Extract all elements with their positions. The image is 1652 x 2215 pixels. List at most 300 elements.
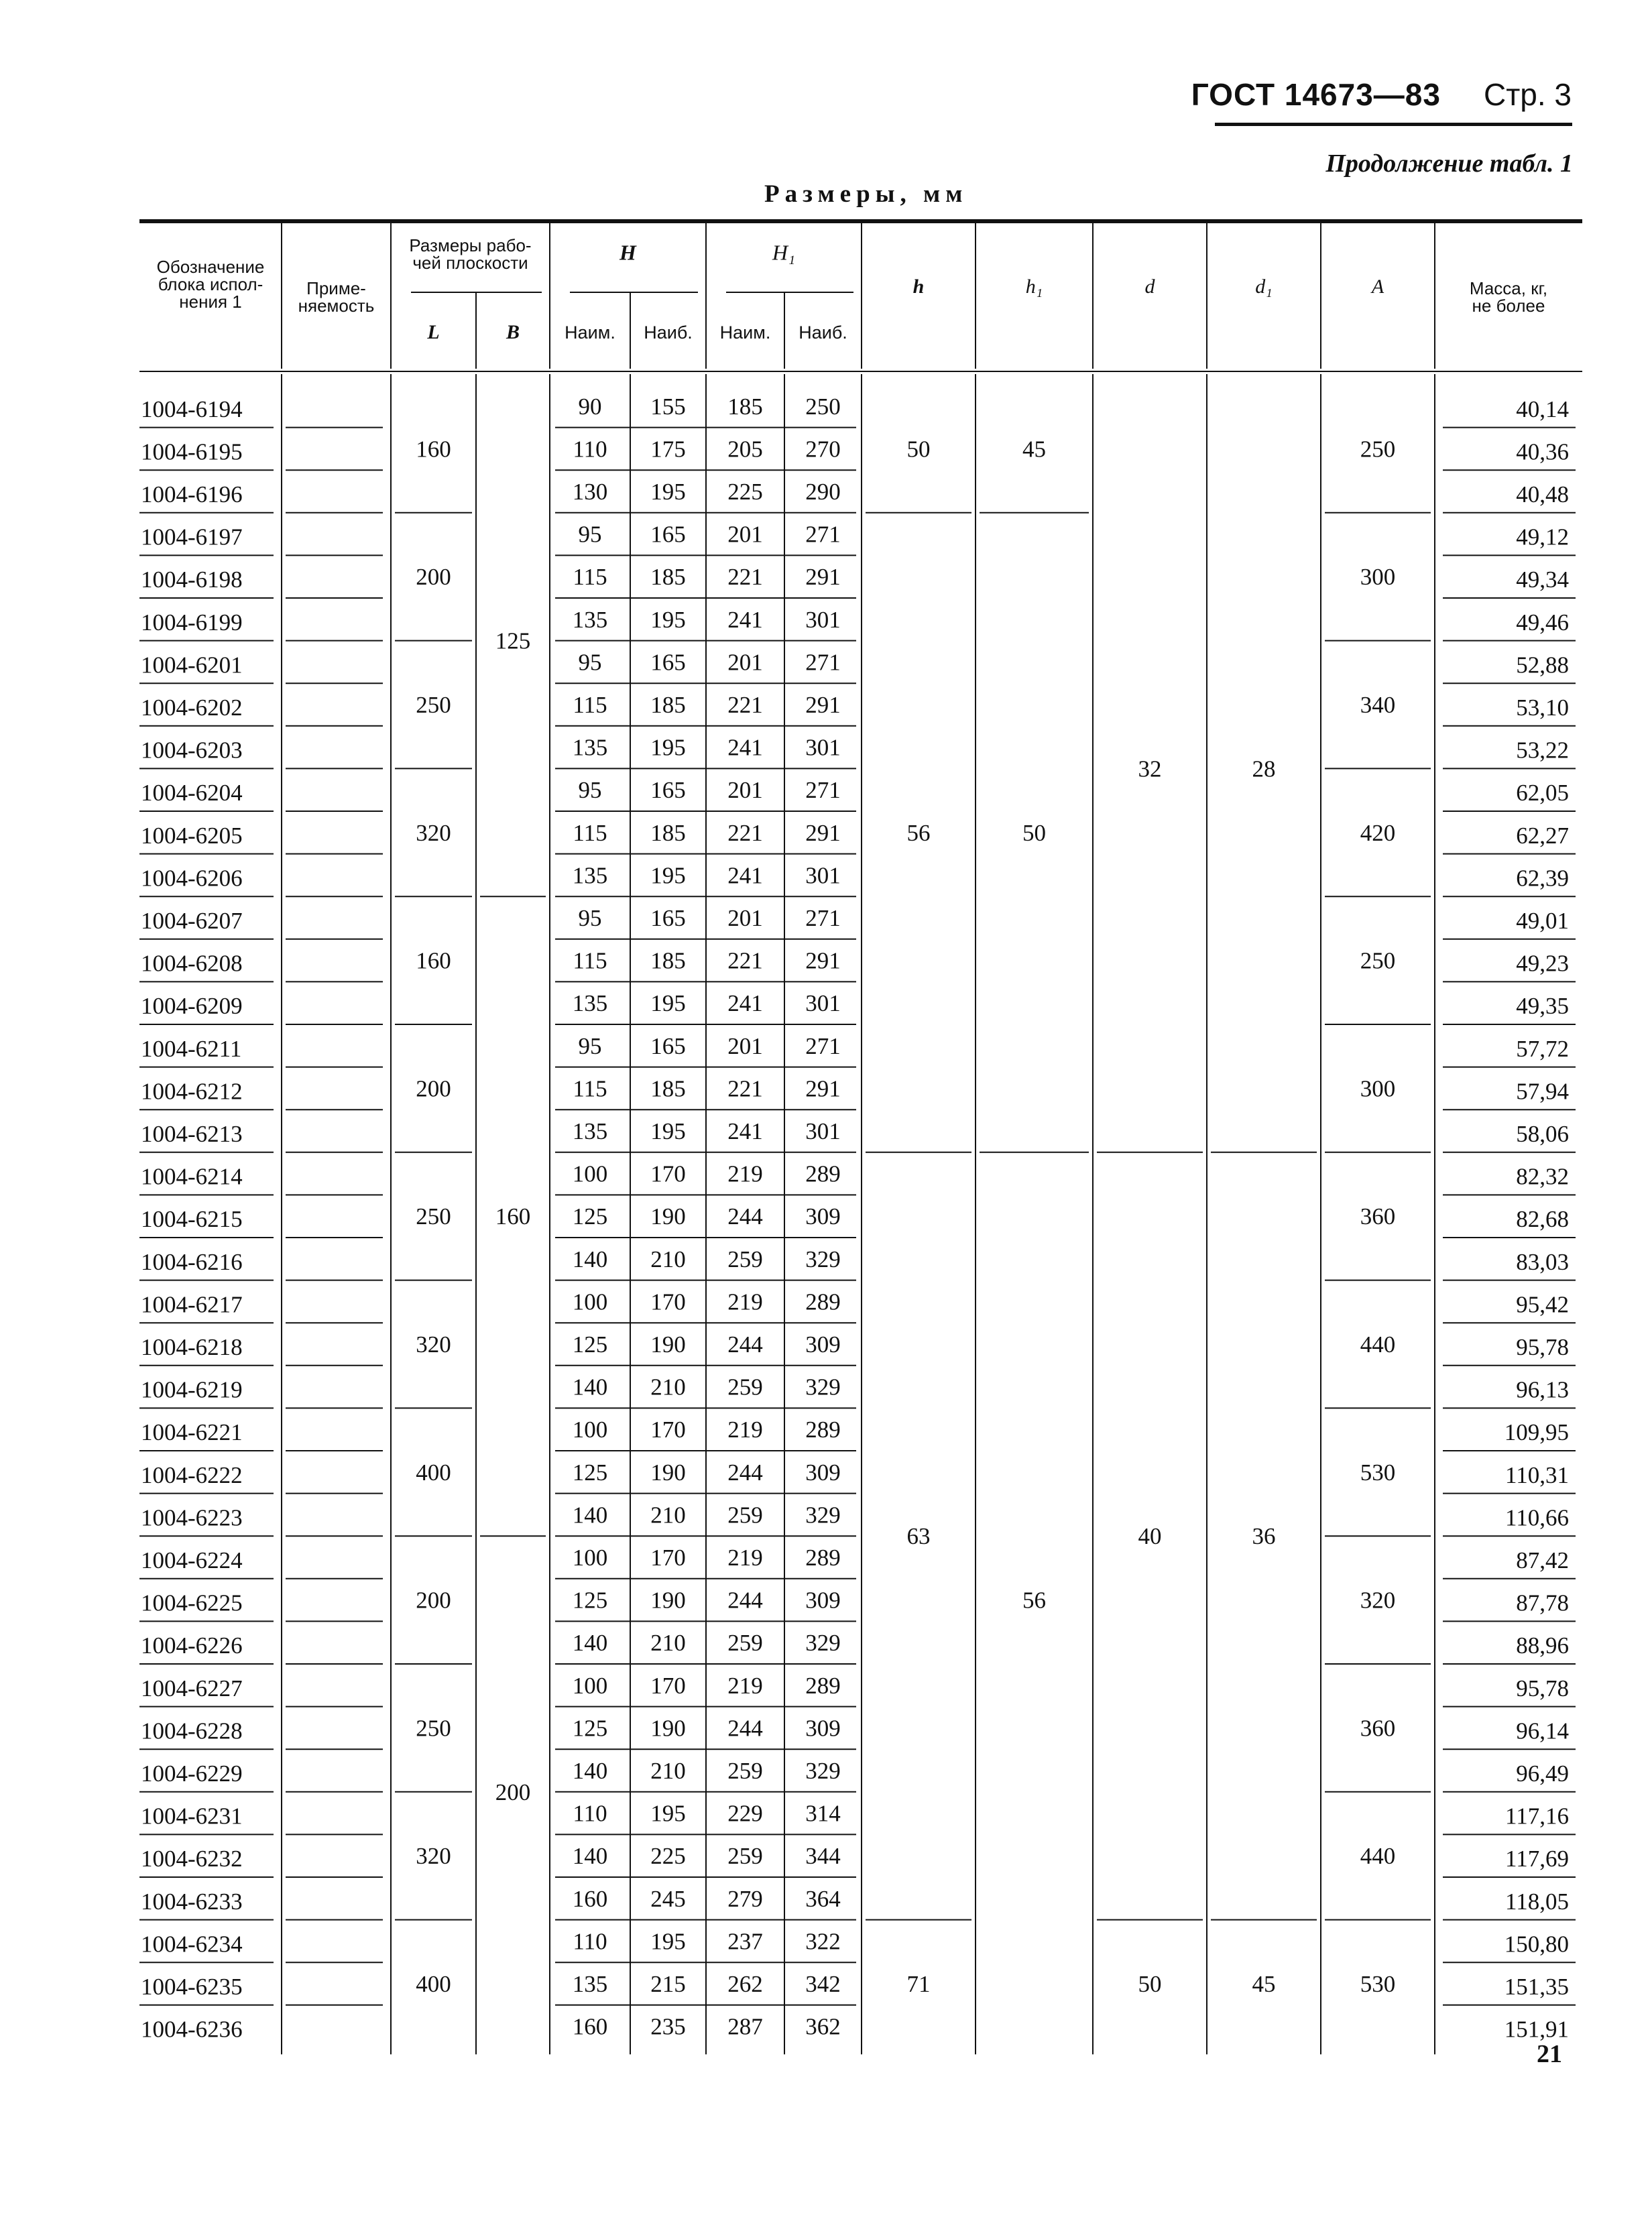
- row-designation: 1004-6205: [141, 822, 243, 849]
- row-mass: 62,39: [1516, 865, 1569, 892]
- row-designation: 1004-6206: [141, 865, 243, 892]
- row-h1-min: 262: [727, 1971, 763, 1998]
- row-designation: 1004-6231: [141, 1803, 243, 1830]
- header-A: A: [1371, 275, 1384, 298]
- header-max: Наиб.: [799, 322, 847, 343]
- row-h1-max: 342: [805, 1971, 841, 1998]
- row-h-max: 165: [650, 905, 686, 932]
- row-h-max: 185: [650, 819, 686, 846]
- row-designation: 1004-6212: [141, 1078, 243, 1105]
- group-L: 250: [416, 1715, 451, 1742]
- header-H1: H₁: [772, 240, 796, 265]
- row-h1-max: 301: [805, 862, 841, 889]
- row-h1-max: 289: [805, 1160, 841, 1187]
- row-h-min: 135: [572, 1118, 608, 1145]
- row-mass: 150,80: [1504, 1931, 1569, 1958]
- group-L: 200: [416, 1587, 451, 1614]
- row-h-max: 170: [650, 1545, 686, 1571]
- row-h1-max: 291: [805, 692, 841, 719]
- row-designation: 1004-6198: [141, 566, 243, 593]
- row-h-min: 115: [573, 564, 607, 591]
- row-mass: 52,88: [1516, 652, 1569, 678]
- row-h-max: 170: [650, 1289, 686, 1315]
- row-mass: 40,36: [1516, 438, 1569, 465]
- row-h1-min: 241: [727, 990, 763, 1017]
- row-h1-min: 244: [727, 1459, 763, 1486]
- group-L: 250: [416, 692, 451, 719]
- row-h-min: 95: [578, 1032, 602, 1059]
- group-B: 200: [495, 1779, 531, 1805]
- row-mass: 49,23: [1516, 950, 1569, 977]
- row-mass: 96,13: [1516, 1376, 1569, 1403]
- row-h1-min: 201: [727, 1032, 763, 1059]
- row-h1-max: 271: [805, 777, 841, 804]
- row-h1-min: 221: [727, 564, 763, 591]
- row-mass: 95,42: [1516, 1291, 1569, 1318]
- row-h-max: 185: [650, 1075, 686, 1102]
- header-B: B: [506, 320, 520, 343]
- row-designation: 1004-6228: [141, 1718, 243, 1744]
- row-h1-max: 289: [805, 1545, 841, 1571]
- header-H: H: [620, 240, 636, 265]
- row-mass: 110,66: [1505, 1504, 1569, 1531]
- header-d: d: [1144, 275, 1155, 298]
- row-h-max: 185: [650, 692, 686, 719]
- row-h-max: 195: [650, 479, 686, 505]
- row-h-min: 125: [572, 1459, 608, 1486]
- header-max: Наиб.: [644, 322, 693, 343]
- group-L: 200: [416, 564, 451, 591]
- row-h1-max: 314: [805, 1800, 841, 1827]
- row-h1-min: 219: [727, 1160, 763, 1187]
- row-h1-max: 364: [805, 1885, 841, 1912]
- row-mass: 110,31: [1505, 1461, 1569, 1488]
- row-designation: 1004-6203: [141, 737, 243, 764]
- row-h-max: 190: [650, 1587, 686, 1614]
- row-h-min: 135: [572, 990, 608, 1017]
- row-designation: 1004-6218: [141, 1334, 243, 1361]
- header-h1: h₁: [1025, 275, 1043, 298]
- row-h-min: 115: [573, 947, 607, 974]
- row-designation: 1004-6221: [141, 1419, 243, 1446]
- row-h1-min: 237: [727, 1928, 763, 1955]
- row-designation: 1004-6196: [141, 481, 243, 508]
- row-mass: 117,16: [1505, 1803, 1569, 1830]
- row-h-min: 110: [573, 1928, 607, 1955]
- group-A: 360: [1360, 1203, 1396, 1230]
- row-h1-max: 289: [805, 1417, 841, 1443]
- row-h-min: 135: [572, 862, 608, 889]
- row-h1-min: 221: [727, 819, 763, 846]
- row-h-max: 195: [650, 606, 686, 633]
- group-A: 340: [1360, 692, 1396, 719]
- row-h-max: 195: [650, 1118, 686, 1145]
- row-designation: 1004-6227: [141, 1675, 243, 1701]
- row-h-min: 100: [572, 1160, 608, 1187]
- header-designation: Обозначение: [156, 256, 265, 277]
- row-mass: 109,95: [1504, 1419, 1569, 1446]
- row-mass: 118,05: [1505, 1888, 1569, 1915]
- row-h1-min: 219: [727, 1417, 763, 1443]
- row-h-max: 195: [650, 1800, 686, 1827]
- row-h1-min: 201: [727, 521, 763, 548]
- row-h-max: 155: [650, 393, 686, 420]
- row-h1-min: 219: [727, 1289, 763, 1315]
- row-h-max: 170: [650, 1417, 686, 1443]
- row-h1-max: 271: [805, 1032, 841, 1059]
- header-work-plane: Размеры рабо-: [409, 235, 532, 255]
- group-A: 250: [1360, 947, 1396, 974]
- row-designation: 1004-6226: [141, 1632, 243, 1659]
- row-h-max: 210: [650, 1758, 686, 1785]
- row-h-min: 110: [573, 1800, 607, 1827]
- row-h1-max: 309: [805, 1203, 841, 1230]
- row-h1-min: 279: [727, 1885, 763, 1912]
- row-h1-max: 291: [805, 819, 841, 846]
- row-h1-max: 309: [805, 1715, 841, 1742]
- row-h1-min: 221: [727, 947, 763, 974]
- row-h-max: 190: [650, 1715, 686, 1742]
- row-mass: 96,49: [1516, 1760, 1569, 1787]
- row-designation: 1004-6199: [141, 609, 243, 636]
- row-h1-min: 259: [727, 1502, 763, 1529]
- row-h-min: 95: [578, 777, 602, 804]
- row-mass: 58,06: [1516, 1121, 1569, 1148]
- page-label: Стр. 3: [1483, 77, 1572, 112]
- standard-number: ГОСТ 14673—83: [1191, 77, 1441, 112]
- row-designation: 1004-6216: [141, 1248, 243, 1275]
- row-h-min: 140: [572, 1502, 608, 1529]
- row-designation: 1004-6229: [141, 1760, 243, 1787]
- row-h-min: 90: [578, 393, 602, 420]
- row-h-max: 195: [650, 734, 686, 761]
- row-h1-max: 289: [805, 1289, 841, 1315]
- row-h-min: 125: [572, 1587, 608, 1614]
- header-min: Наим.: [719, 322, 771, 343]
- row-h-max: 210: [650, 1502, 686, 1529]
- row-mass: 53,22: [1516, 737, 1569, 764]
- row-h1-min: 259: [727, 1630, 763, 1657]
- row-h-min: 115: [573, 819, 607, 846]
- group-A: 440: [1360, 1331, 1396, 1358]
- row-h1-max: 322: [805, 1928, 841, 1955]
- row-h-min: 110: [573, 436, 607, 463]
- row-mass: 62,05: [1516, 780, 1569, 806]
- row-h1-max: 301: [805, 990, 841, 1017]
- group-L: 250: [416, 1203, 451, 1230]
- row-h-max: 170: [650, 1672, 686, 1699]
- row-h1-max: 344: [805, 1843, 841, 1870]
- header-designation: нения 1: [179, 291, 242, 312]
- row-mass: 95,78: [1516, 1675, 1569, 1701]
- row-h1-max: 271: [805, 521, 841, 548]
- row-designation: 1004-6219: [141, 1376, 243, 1403]
- row-mass: 82,32: [1516, 1163, 1569, 1190]
- row-h1-min: 201: [727, 905, 763, 932]
- row-designation: 1004-6197: [141, 524, 243, 550]
- group-L: 320: [416, 819, 451, 846]
- row-mass: 117,69: [1505, 1846, 1569, 1872]
- row-h1-min: 201: [727, 649, 763, 676]
- row-h-max: 175: [650, 436, 686, 463]
- group-L: 400: [416, 1459, 451, 1486]
- row-designation: 1004-6202: [141, 695, 243, 721]
- row-designation: 1004-6224: [141, 1547, 243, 1574]
- row-h1-max: 329: [805, 1758, 841, 1785]
- row-h1-min: 259: [727, 1374, 763, 1400]
- row-h-max: 210: [650, 1246, 686, 1272]
- row-h-max: 195: [650, 862, 686, 889]
- row-h-max: 235: [650, 2013, 686, 2040]
- row-h1-min: 225: [727, 479, 763, 505]
- row-h1-max: 301: [805, 734, 841, 761]
- group-d1: 28: [1252, 756, 1276, 782]
- row-mass: 151,91: [1504, 2016, 1569, 2043]
- group-L: 320: [416, 1843, 451, 1870]
- row-mass: 62,27: [1516, 822, 1569, 849]
- row-h1-max: 271: [805, 905, 841, 932]
- row-h-min: 130: [572, 479, 608, 505]
- row-h1-max: 309: [805, 1331, 841, 1358]
- row-h1-max: 271: [805, 649, 841, 676]
- row-h1-max: 301: [805, 606, 841, 633]
- row-mass: 87,42: [1516, 1547, 1569, 1574]
- row-h1-max: 301: [805, 1118, 841, 1145]
- row-designation: 1004-6223: [141, 1504, 243, 1531]
- group-L: 320: [416, 1331, 451, 1358]
- row-h1-min: 259: [727, 1758, 763, 1785]
- row-h-min: 100: [572, 1545, 608, 1571]
- group-A: 300: [1360, 564, 1396, 591]
- group-d1: 36: [1252, 1523, 1276, 1550]
- group-d: 32: [1138, 756, 1162, 782]
- row-mass: 49,01: [1516, 908, 1569, 935]
- row-mass: 49,46: [1516, 609, 1569, 636]
- header-mass: не более: [1472, 295, 1545, 316]
- row-h-max: 165: [650, 777, 686, 804]
- row-h1-max: 329: [805, 1630, 841, 1657]
- group-d: 50: [1138, 1971, 1162, 1998]
- group-A: 440: [1360, 1843, 1396, 1870]
- row-mass: 87,78: [1516, 1590, 1569, 1616]
- row-h1-min: 219: [727, 1672, 763, 1699]
- row-h-max: 185: [650, 564, 686, 591]
- group-h: 63: [906, 1523, 931, 1550]
- header-applicability: Приме-: [306, 278, 366, 298]
- row-mass: 57,94: [1516, 1078, 1569, 1105]
- row-designation: 1004-6233: [141, 1888, 243, 1915]
- row-h1-min: 201: [727, 777, 763, 804]
- row-h-max: 170: [650, 1160, 686, 1187]
- row-h-min: 140: [572, 1630, 608, 1657]
- row-h1-max: 250: [805, 393, 841, 420]
- row-h1-min: 241: [727, 1118, 763, 1145]
- row-h-max: 190: [650, 1203, 686, 1230]
- row-h1-max: 291: [805, 564, 841, 591]
- row-h-min: 160: [572, 2013, 608, 2040]
- row-h1-min: 221: [727, 1075, 763, 1102]
- row-designation: 1004-6232: [141, 1846, 243, 1872]
- row-designation: 1004-6195: [141, 438, 243, 465]
- row-h-min: 95: [578, 521, 602, 548]
- row-h1-min: 287: [727, 2013, 763, 2040]
- row-h-min: 160: [572, 1885, 608, 1912]
- group-h1: 50: [1022, 819, 1046, 846]
- row-h-min: 125: [572, 1203, 608, 1230]
- group-B: 160: [495, 1203, 531, 1230]
- page-number: 21: [1537, 2040, 1562, 2068]
- row-mass: 151,35: [1504, 1974, 1569, 2000]
- row-h-min: 135: [572, 734, 608, 761]
- row-h-min: 100: [572, 1417, 608, 1443]
- row-h1-max: 329: [805, 1246, 841, 1272]
- group-A: 420: [1360, 819, 1396, 846]
- header-designation: блока испол-: [158, 274, 263, 294]
- row-h1-min: 229: [727, 1800, 763, 1827]
- row-h1-max: 291: [805, 947, 841, 974]
- group-d: 40: [1138, 1523, 1162, 1550]
- row-h-max: 195: [650, 1928, 686, 1955]
- row-h1-min: 241: [727, 606, 763, 633]
- row-h-min: 125: [572, 1331, 608, 1358]
- row-h1-min: 241: [727, 862, 763, 889]
- group-h: 50: [906, 436, 931, 463]
- row-h1-max: 289: [805, 1672, 841, 1699]
- group-B: 125: [495, 627, 531, 654]
- group-A: 250: [1360, 436, 1396, 463]
- group-A: 320: [1360, 1587, 1396, 1614]
- row-h1-max: 329: [805, 1374, 841, 1400]
- row-h-max: 195: [650, 990, 686, 1017]
- row-h-max: 165: [650, 1032, 686, 1059]
- row-h1-max: 362: [805, 2013, 841, 2040]
- row-designation: 1004-6207: [141, 908, 243, 935]
- row-designation: 1004-6208: [141, 950, 243, 977]
- group-h: 71: [906, 1971, 931, 1998]
- row-designation: 1004-6213: [141, 1121, 243, 1148]
- row-mass: 88,96: [1516, 1632, 1569, 1659]
- row-designation: 1004-6234: [141, 1931, 243, 1958]
- row-h1-min: 259: [727, 1246, 763, 1272]
- row-h-min: 135: [572, 1971, 608, 1998]
- header-d1: d₁: [1255, 275, 1273, 298]
- row-designation: 1004-6225: [141, 1590, 243, 1616]
- row-mass: 95,78: [1516, 1334, 1569, 1361]
- row-h-min: 140: [572, 1374, 608, 1400]
- row-h-min: 95: [578, 649, 602, 676]
- row-h-min: 140: [572, 1843, 608, 1870]
- row-h1-min: 244: [727, 1203, 763, 1230]
- row-h-max: 190: [650, 1459, 686, 1486]
- table-continuation-note: Продолжение табл. 1: [1325, 149, 1573, 178]
- group-h: 56: [906, 819, 931, 846]
- header-min: Наим.: [565, 322, 615, 343]
- row-h1-min: 219: [727, 1545, 763, 1571]
- group-A: 530: [1360, 1971, 1396, 1998]
- row-h-max: 165: [650, 521, 686, 548]
- row-mass: 49,12: [1516, 524, 1569, 550]
- row-designation: 1004-6235: [141, 1974, 243, 2000]
- row-h1-min: 244: [727, 1715, 763, 1742]
- row-h1-max: 309: [805, 1587, 841, 1614]
- units-title: Размеры, мм: [764, 180, 968, 208]
- group-L: 160: [416, 947, 451, 974]
- group-A: 530: [1360, 1459, 1396, 1486]
- row-h-min: 115: [573, 1075, 607, 1102]
- row-mass: 49,35: [1516, 993, 1569, 1020]
- row-mass: 83,03: [1516, 1248, 1569, 1275]
- row-h-min: 135: [572, 606, 608, 633]
- row-mass: 53,10: [1516, 695, 1569, 721]
- row-designation: 1004-6204: [141, 780, 243, 806]
- row-designation: 1004-6222: [141, 1461, 243, 1488]
- row-h-min: 125: [572, 1715, 608, 1742]
- row-h1-min: 185: [727, 393, 763, 420]
- row-h-max: 190: [650, 1331, 686, 1358]
- row-designation: 1004-6214: [141, 1163, 243, 1190]
- row-h-min: 95: [578, 905, 602, 932]
- row-h-max: 185: [650, 947, 686, 974]
- row-designation: 1004-6236: [141, 2016, 243, 2043]
- row-designation: 1004-6217: [141, 1291, 243, 1318]
- header-h: h: [912, 275, 925, 298]
- row-h1-min: 221: [727, 692, 763, 719]
- group-L: 160: [416, 436, 451, 463]
- row-h-max: 165: [650, 649, 686, 676]
- row-h1-max: 329: [805, 1502, 841, 1529]
- group-h1: 45: [1022, 436, 1046, 463]
- row-h-max: 215: [650, 1971, 686, 1998]
- row-designation: 1004-6215: [141, 1206, 243, 1233]
- group-h1: 56: [1022, 1587, 1046, 1614]
- row-mass: 96,14: [1516, 1718, 1569, 1744]
- row-mass: 40,14: [1516, 396, 1569, 422]
- row-designation: 1004-6201: [141, 652, 243, 678]
- row-h-max: 210: [650, 1630, 686, 1657]
- row-h1-max: 290: [805, 479, 841, 505]
- header-applicability: няемость: [298, 295, 375, 316]
- header-L: L: [427, 320, 440, 343]
- row-mass: 49,34: [1516, 566, 1569, 593]
- row-h1-max: 309: [805, 1459, 841, 1486]
- row-h1-min: 205: [727, 436, 763, 463]
- row-mass: 57,72: [1516, 1035, 1569, 1062]
- row-mass: 40,48: [1516, 481, 1569, 508]
- header-work-plane: чей плоскости: [412, 252, 528, 273]
- row-h1-max: 291: [805, 1075, 841, 1102]
- row-h-min: 115: [573, 692, 607, 719]
- row-h1-min: 244: [727, 1587, 763, 1614]
- row-h1-min: 244: [727, 1331, 763, 1358]
- row-h-min: 140: [572, 1246, 608, 1272]
- row-h1-max: 270: [805, 436, 841, 463]
- group-L: 400: [416, 1971, 451, 1998]
- row-h-max: 245: [650, 1885, 686, 1912]
- group-A: 300: [1360, 1075, 1396, 1102]
- row-designation: 1004-6211: [141, 1035, 242, 1062]
- row-h1-min: 259: [727, 1843, 763, 1870]
- row-mass: 82,68: [1516, 1206, 1569, 1233]
- row-h1-min: 241: [727, 734, 763, 761]
- group-A: 360: [1360, 1715, 1396, 1742]
- row-designation: 1004-6194: [141, 396, 243, 422]
- row-h-max: 225: [650, 1843, 686, 1870]
- row-h-min: 140: [572, 1758, 608, 1785]
- row-h-min: 100: [572, 1672, 608, 1699]
- group-L: 200: [416, 1075, 451, 1102]
- group-d1: 45: [1252, 1971, 1276, 1998]
- row-h-min: 100: [572, 1289, 608, 1315]
